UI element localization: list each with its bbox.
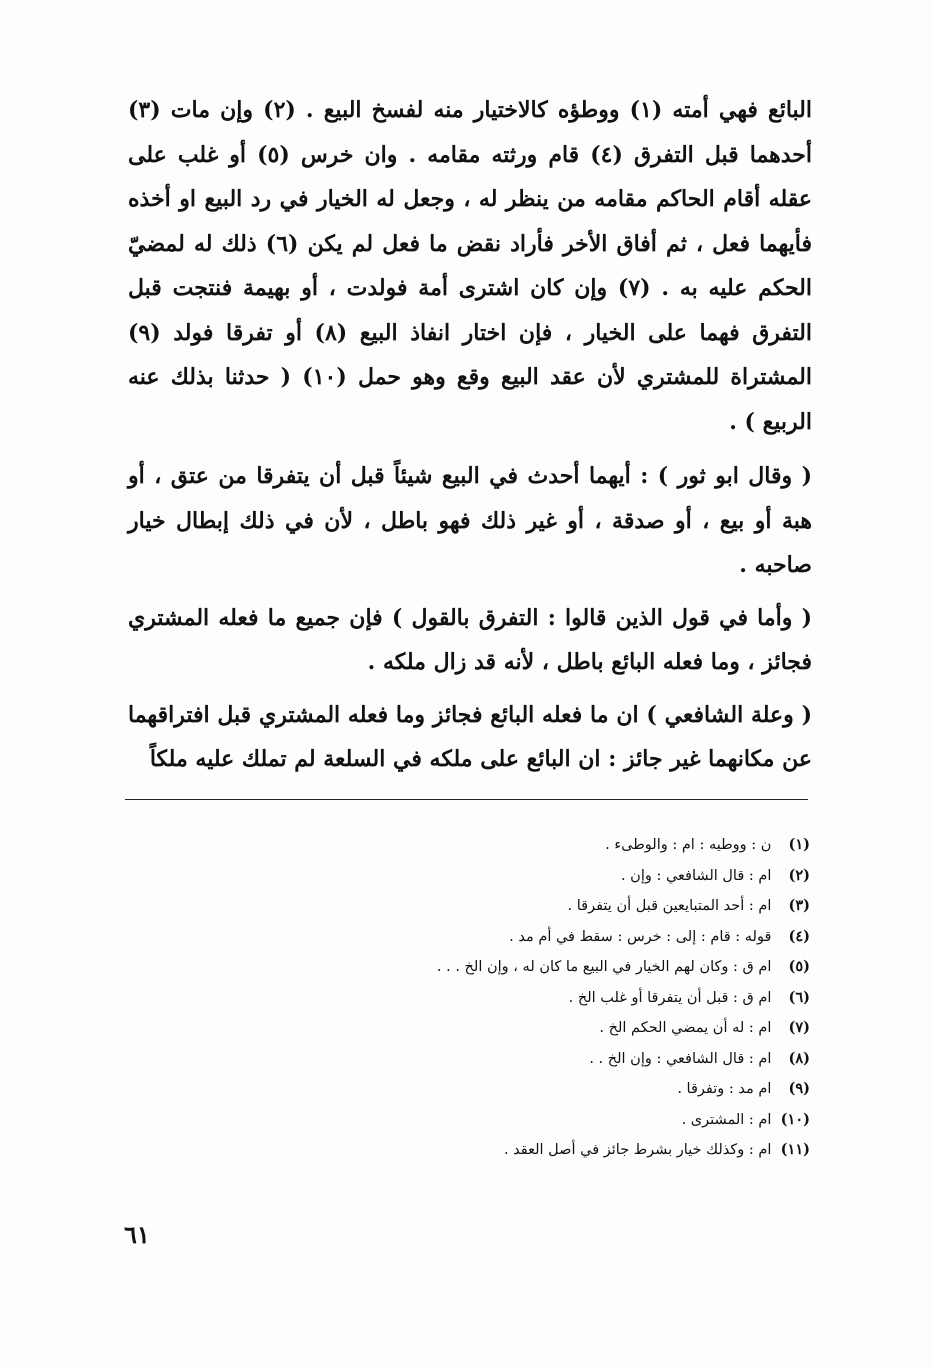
- paragraph-2: ( وقال ابو ثور ) : أيهما أحدث في البيع شيئاً قبل أن يتفرقا من عتق ، أو هبة أو بيع ، أو صدقة ، أو غير ذلك فهو باطل ، لأن في ذلك إبطال خيار صاحبه .: [128, 463, 812, 578]
- main-text: [128, 88, 812, 790]
- footnote-number: (٢): [788, 866, 810, 884]
- footnote-3: [150, 891, 810, 922]
- footnote-text: قوله : قام : إلى : خرس : سقط في أم مد .: [509, 928, 772, 945]
- footnote-7: [150, 1013, 810, 1044]
- footnote-number: (١١): [780, 1141, 810, 1158]
- paragraph-1: البائع فهي أمته (١) ووطؤه كالاختيار منه لفسخ البيع . (٢) وإن مات (٣) أحدهما قبل التفرق (٤) قام ورثته مقامه . وان خرس (٥) أو غلب على عقله أقام الحاكم مقامه من ينظر له ، وجعل له الخيار في رد البيع او أخذه فأيهما فعل ، ثم أفاق الأخر فأراد نقض ما فعل لم يكن (٦) ذلك له لمضيّ الحكم عليه به . (٧) وإن كان اشترى أمة فولدت ، أو بهيمة فنتجت قبل التفرق فهما على الخيار ، فإن اختار انفاذ البيع (٨) أو تفرقا فولد (٩) المشتراة للمشتري لأن عقد البيع وقع وهو حمل (١٠) ( حدثنا بذلك عنه الربيع ) .: [128, 97, 813, 435]
- footnote-number: (١): [788, 836, 810, 853]
- footnote-text: ام : وكذلك خيار بشرط جائز في أصل العقد .: [503, 1142, 772, 1158]
- footnote-number: (٤): [788, 927, 810, 945]
- footnote-number: (١٠): [780, 1110, 810, 1128]
- footnote-number: (٥): [788, 958, 810, 975]
- paragraph-4: ( وعلة الشافعي ) ان ما فعله البائع فجائز وما فعله المشتري قبل افتراقهما عن مكانهما غير جائز : ان البائع على ملكه في السلعة لم تملك عليه ملكاً: [128, 701, 812, 772]
- footnote-number: (٣): [788, 897, 810, 914]
- footnote-9: [150, 1074, 810, 1105]
- footnote-text: ام ق : قبل أن يتفرقا أو غلب الخ .: [568, 989, 772, 1006]
- footnote-number: (٦): [788, 988, 810, 1006]
- footnote-text: ام : قال الشافعي : وإن الخ . .: [589, 1050, 772, 1067]
- footnote-1: [150, 830, 810, 861]
- footnote-number: (٩): [788, 1080, 810, 1097]
- footnote-5: [150, 952, 810, 983]
- footnote-text: ن : ووطيه : ام : والوطىء .: [605, 837, 772, 853]
- footnote-text: ام ق : وكان لهم الخيار في البيع ما كان له ، وإن الخ . . .: [436, 959, 772, 975]
- footnote-text: ام : المشترى .: [681, 1111, 772, 1128]
- footnote-text: ام مد : وتفرقا .: [677, 1081, 772, 1097]
- footnote-8: [150, 1044, 810, 1075]
- page-number: ٦١: [124, 1220, 150, 1249]
- footnote-divider: [125, 799, 808, 800]
- footnote-11: [150, 1135, 810, 1166]
- paragraph-3: ( وأما في قول الذين قالوا : التفرق بالقول ) فإن جميع ما فعله المشتري فجائز ، وما فعله البائع باطل ، لأنه قد زال ملكه .: [128, 604, 812, 675]
- footnote-number: (٨): [788, 1049, 810, 1067]
- footnotes: [150, 830, 810, 1166]
- footnote-text: ام : أحد المتبايعين قبل أن يتفرقا .: [567, 898, 772, 914]
- footnote-4: [150, 922, 810, 953]
- footnote-text: ام : قال الشافعي : وإن .: [620, 867, 772, 884]
- footnote-6: [150, 983, 810, 1014]
- footnote-number: (٧): [788, 1019, 810, 1036]
- footnote-2: [150, 861, 810, 892]
- footnote-10: [150, 1105, 810, 1136]
- footnote-text: ام : له أن يمضي الحكم الخ .: [599, 1020, 772, 1036]
